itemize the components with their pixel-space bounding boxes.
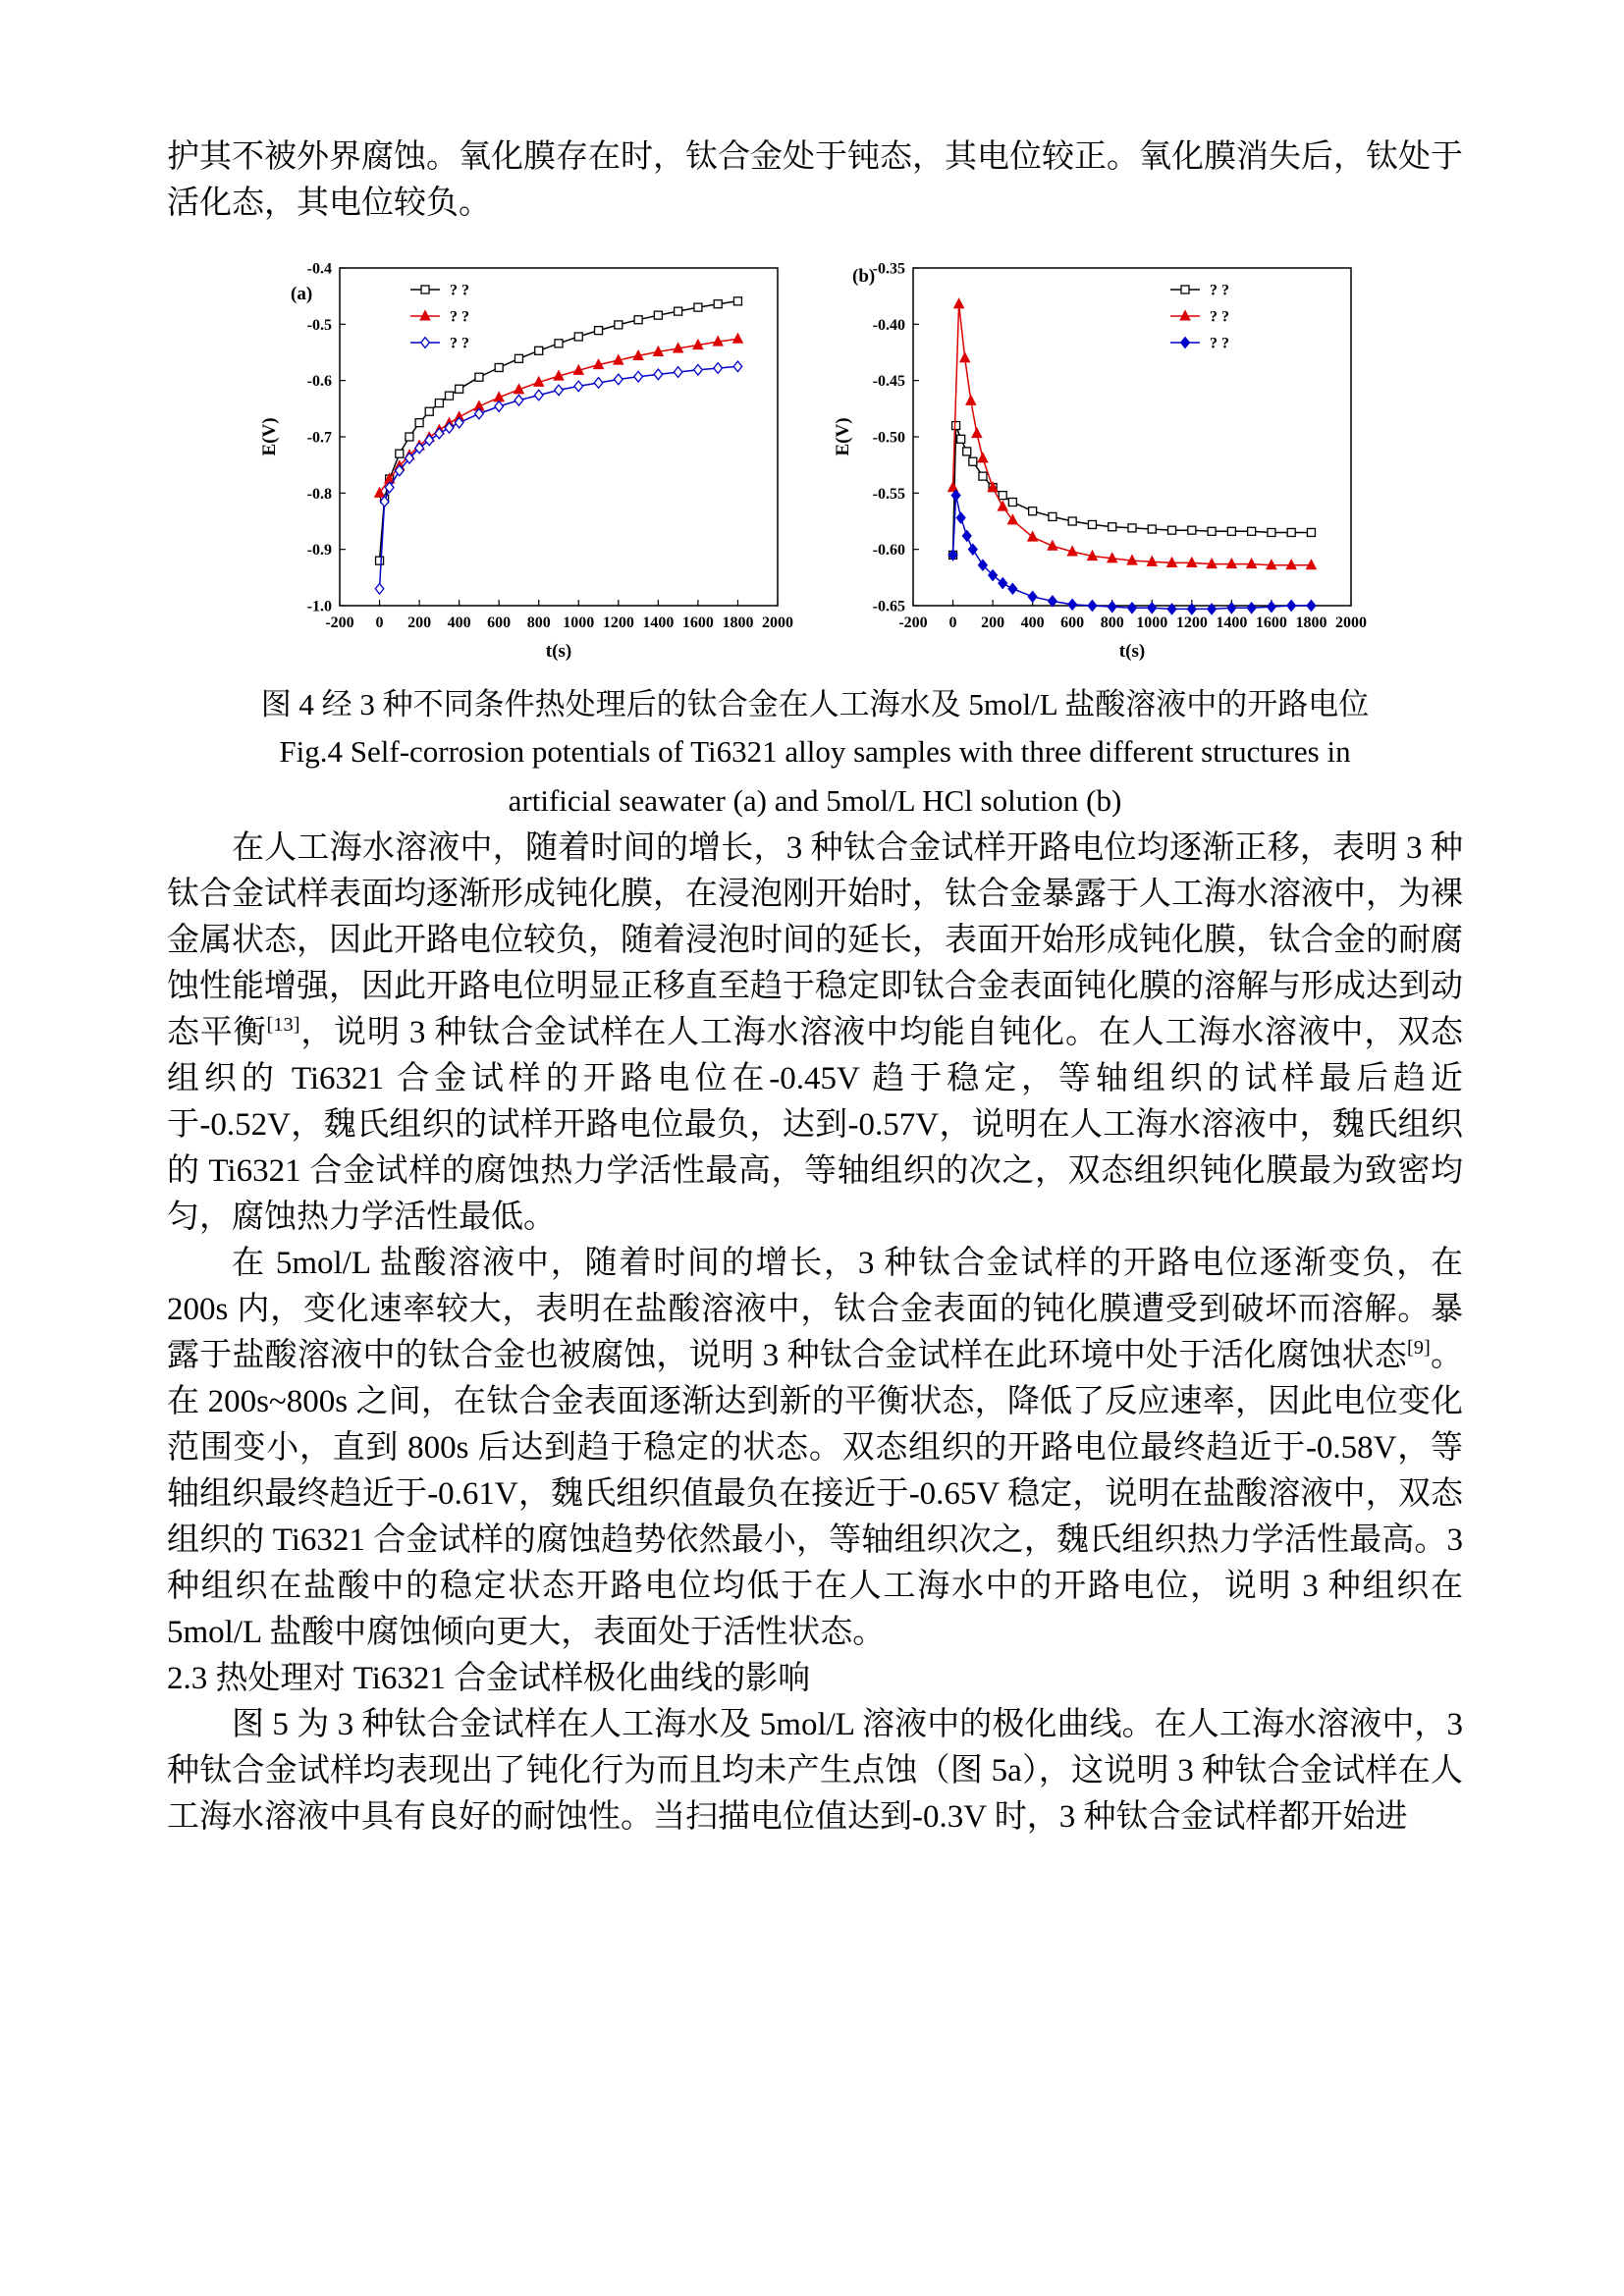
section-heading-2-3: 2.3 热处理对 Ti6321 合金试样极化曲线的影响 [167,1661,811,1696]
svg-text:-0.9: -0.9 [306,542,332,560]
svg-text:-1.0: -1.0 [306,598,332,615]
svg-text:600: 600 [1060,614,1085,631]
svg-text:0: 0 [948,614,957,631]
paragraph-seawater-discussion [167,826,1463,1241]
paragraph-hcl-discussion [167,1241,1463,1656]
svg-text:1600: 1600 [1255,614,1287,631]
svg-text:1000: 1000 [563,614,595,631]
svg-text:-0.65: -0.65 [872,598,905,615]
figure-4 [167,250,1463,670]
svg-text:-0.55: -0.55 [872,485,905,503]
svg-text:400: 400 [447,614,471,631]
svg-text:? ?: ? ? [450,282,469,299]
citation-ref-13: [13] [266,1014,300,1036]
figure-caption-english-line2: artificial seawater (a) and 5mol/L HCl solution (b) [508,783,1122,818]
svg-text:-200: -200 [325,614,354,631]
svg-text:2000: 2000 [1335,614,1367,631]
svg-text:t(s): t(s) [545,641,572,662]
svg-text:-0.7: -0.7 [306,429,332,447]
svg-text:1200: 1200 [602,614,634,631]
svg-text:1400: 1400 [1216,614,1248,631]
svg-text:(a): (a) [291,284,313,304]
svg-text:200: 200 [407,614,432,631]
svg-text:-0.40: -0.40 [872,316,905,334]
paragraph-polarization: 图 5 为 3 种钛合金试样在人工海水及 5mol/L 溶液中的极化曲线。在人工海水溶液中，3 种钛合金试样均表现出了钝化行为而且均未产生点蚀（图 5a），这说明 3 种钛合金试样在人工海水溶液中具有良好的耐蚀性。当扫描电位值达到-0.3V 时，3 种钛合金试样都开始进 [167,1707,1463,1835]
svg-text:? ?: ? ? [1210,282,1229,299]
figure-caption-english-line1: Fig.4 Self-corrosion potentials of Ti6321 alloy samples with three different structures in [279,734,1351,769]
svg-text:-0.4: -0.4 [306,260,332,278]
paragraph-text-segment: 在人工海水溶液中，随着时间的增长，3 种钛合金试样开路电位均逐渐正移，表明 3 种钛合金试样表面均逐渐形成钝化膜，在浸泡刚开始时，钛合金暴露于人工海水溶液中，为裸金属状态，因此开路电位较负，随着浸泡时间的延长，表面开始形成钝化膜，钛合金的耐腐蚀性能增强，因此开路电位明显正移直至趋于稳定即钛合金表面钝化膜的溶解与形成达到动态平衡 [167,830,1463,1050]
svg-text:-0.35: -0.35 [872,260,905,278]
svg-text:1800: 1800 [1295,614,1327,631]
svg-text:-200: -200 [898,614,928,631]
svg-text:0: 0 [375,614,384,631]
svg-text:-0.6: -0.6 [306,373,332,391]
svg-text:800: 800 [526,614,551,631]
figure-caption-chinese: 图 4 经 3 种不同条件热处理后的钛合金在人工海水及 5mol/L 盐酸溶液中的开路电位 [260,687,1370,721]
svg-text:? ?: ? ? [1210,335,1229,352]
svg-text:1200: 1200 [1175,614,1208,631]
paragraph-text-segment: 。在 200s~800s 之间，在钛合金表面逐渐达到新的平衡状态，降低了反应速率，因此电位变化范围变小，直到 800s 后达到趋于稳定的状态。双态组织的开路电位最终趋近于-0.58V，等轴组织最终趋近于-0.61V，魏氏组织值最负在接近于-0.65V 稳定，说明在盐酸溶液中，双态组织的 Ti6321 合金试样的腐蚀趋势依然最小，等轴组织次之，魏氏组织热力学活性最高。3 种组织在盐酸中的稳定状态开路电位均低于在人工海水中的开路电位，说明 3 种组织在 5mol/L 盐酸中腐蚀倾向更大，表面处于活性状态。 [167,1338,1464,1650]
svg-text:E(V): E(V) [833,417,853,456]
chart-open-circuit-seawater [253,250,803,670]
svg-text:600: 600 [487,614,512,631]
svg-text:? ?: ? ? [450,308,469,326]
svg-text:1000: 1000 [1136,614,1168,631]
svg-text:-0.5: -0.5 [306,316,332,334]
svg-text:? ?: ? ? [450,335,469,352]
svg-text:2000: 2000 [762,614,793,631]
svg-text:800: 800 [1100,614,1124,631]
svg-text:-0.45: -0.45 [872,373,905,391]
intro-paragraph: 护其不被外界腐蚀。氧化膜存在时，钛合金处于钝态，其电位较正。氧化膜消失后，钛处于活化态，其电位较负。 [167,139,1463,221]
svg-text:-0.8: -0.8 [306,485,332,503]
citation-ref-9: [9] [1406,1337,1431,1359]
svg-text:(b): (b) [852,266,876,287]
svg-text:t(s): t(s) [1118,641,1146,662]
svg-text:-0.60: -0.60 [872,542,905,560]
svg-text:1800: 1800 [722,614,754,631]
svg-text:1400: 1400 [642,614,675,631]
svg-text:? ?: ? ? [1210,308,1229,326]
chart-open-circuit-hcl [827,250,1377,670]
paragraph-text-segment: 在 5mol/L 盐酸溶液中，随着时间的增长，3 种钛合金试样的开路电位逐渐变负，在 200s 内，变化速率较大，表明在盐酸溶液中，钛合金表面的钝化膜遭受到破坏而溶解。暴露于盐酸溶液中的钛合金也被腐蚀，说明 3 种钛合金试样在此环境中处于活化腐蚀状态 [167,1246,1463,1373]
svg-text:400: 400 [1020,614,1045,631]
svg-text:-0.50: -0.50 [872,429,905,447]
svg-text:200: 200 [981,614,1005,631]
svg-text:1600: 1600 [681,614,714,631]
svg-text:E(V): E(V) [259,417,280,456]
paragraph-text-segment: ，说明 3 种钛合金试样在人工海水溶液中均能自钝化。在人工海水溶液中，双态组织的 Ti6321 合金试样的开路电位在-0.45V 趋于稳定，等轴组织的试样最后趋近于-0.52V，魏氏组织的试样开路电位最负，达到-0.57V，说明在人工海水溶液中，魏氏组织的 Ti6321 合金试样的腐蚀热力学活性最高，等轴组织的次之，双态组织钝化膜最为致密均匀，腐蚀热力学活性最低。 [167,1015,1464,1235]
